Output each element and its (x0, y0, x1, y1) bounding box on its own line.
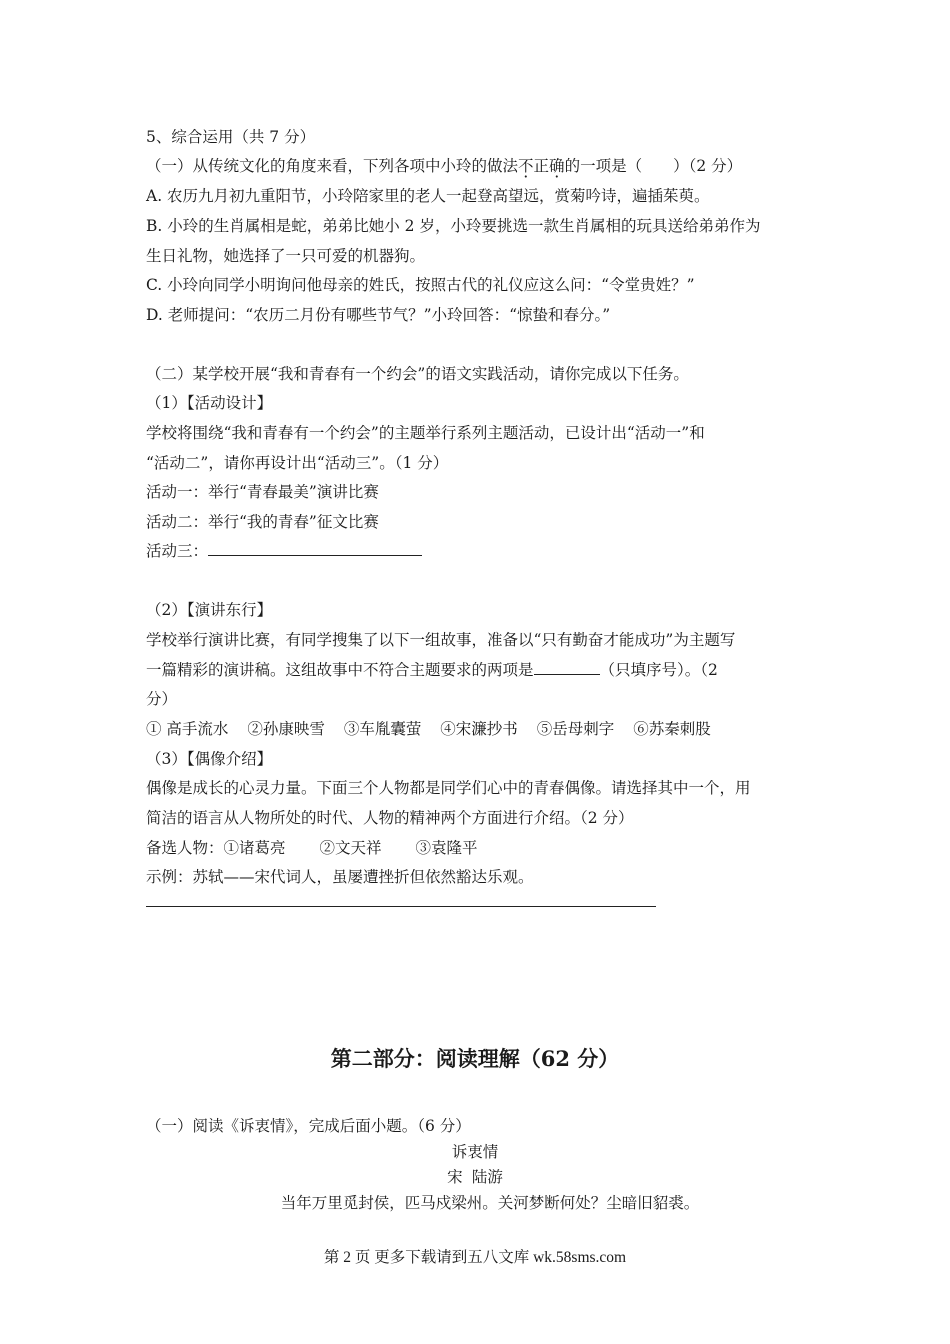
candidate-item: ③袁隆平 (415, 839, 478, 857)
question-1-text-post: 的一项是（ ）（2 分） (564, 157, 743, 175)
task2-answer-blank[interactable] (534, 660, 600, 675)
question-1 (146, 156, 742, 176)
task1-text-line1: 学校将围绕“我和青春有一个约会”的主题举行系列主题活动，已设计出“活动一”和 (146, 424, 705, 442)
story-item: ②孙康映雪 (247, 720, 325, 738)
story-item: ③车胤囊萤 (343, 720, 422, 738)
story-item: ⑥苏秦刺股 (633, 720, 711, 738)
task3-answer-blank[interactable] (146, 892, 656, 912)
task2-text-post: （只填序号）。（2 (599, 661, 718, 679)
emphasis-char: 确 (549, 157, 565, 175)
page-footer: 第 2 页 更多下载请到五八文库 wk.58sms.com (323, 1249, 627, 1266)
activity-2: 活动二：举行“我的青春”征文比赛 (146, 513, 379, 531)
activity-1: 活动一：举行“青春最美”演讲比赛 (146, 483, 379, 501)
option-b-line2: 生日礼物，她选择了一只可爱的机器狗。 (146, 247, 426, 265)
option-c: C. 小玲向同学小明询问他母亲的姓氏，按照古代的礼仪应这么问：“令堂贵姓？” (146, 276, 695, 294)
example: 示例：苏轼——宋代词人，虽屡遭挫折但依然豁达乐观。 (146, 868, 534, 886)
reading1-intro: （一）阅读《诉衷情》，完成后面小题。（6 分） (146, 1117, 471, 1135)
candidate-item: ②文天祥 (319, 839, 382, 857)
task3-text-line1: 偶像是成长的心灵力量。下面三个人物都是同学们心中的青春偶像。请选择其中一个，用 (146, 779, 751, 797)
option-a: A. 农历九月初九重阳节，小玲陪家里的老人一起登高望远，赏菊吟诗，遍插茱萸。 (146, 187, 710, 205)
task2-text-line1: 学校举行演讲比赛，有同学搜集了以下一组故事，准备以“只有勤奋才能成功”为主题写 (146, 631, 736, 649)
task1-title: （1）【活动设计】 (146, 394, 273, 412)
question-1-text-mid: 正 (533, 157, 550, 175)
section5-title: 5、综合运用（共 7 分） (146, 128, 316, 146)
activity-3-answer-blank[interactable] (208, 541, 422, 556)
task2-text-line2 (146, 660, 718, 680)
task2-text-line3: 分） (146, 690, 178, 708)
story-item: ① 高手流水 (146, 720, 229, 738)
story-item: ④宋濂抄书 (440, 720, 518, 738)
activity-3 (146, 541, 422, 561)
option-d: D. 老师提问：“农历二月份有哪些节气？”小玲回答：“惊蛰和春分。” (146, 306, 611, 324)
poem-line-1: 当年万里觅封侯，匹马戍梁州。关河梦断何处？尘暗旧貂裘。 (280, 1194, 700, 1212)
task3-text-line2: 简洁的语言从人物所处的时代、人物的精神两个方面进行介绍。（2 分） (146, 809, 634, 827)
poem-author: 宋 陆游 (447, 1168, 503, 1186)
part-two-heading: 第二部分：阅读理解（62 分） (330, 1046, 620, 1071)
task1-text-line2: “活动二”，请你再设计出“活动三”。（1 分） (146, 454, 449, 472)
task2-title: （2）【演讲东行】 (146, 601, 273, 619)
poem-title: 诉衷情 (451, 1143, 499, 1161)
part2-intro: （二）某学校开展“我和青春有一个约会”的语文实践活动，请你完成以下任务。 (146, 365, 689, 383)
option-b-line1: B. 小玲的生肖属相是蛇，弟弟比她小 2 岁，小玲要挑选一款生肖属相的玩具送给弟弟作为 (146, 217, 761, 235)
story-item: ⑤岳母刺字 (536, 720, 615, 738)
question-1-text-pre: （一）从传统文化的角度来看，下列各项中小玲的做法 (146, 157, 519, 175)
activity-3-label: 活动三： (146, 542, 209, 560)
candidates (146, 838, 478, 858)
task2-text-pre: 一篇精彩的演讲稿。这组故事中不符合主题要求的两项是 (146, 661, 534, 679)
task3-title: （3）【偶像介绍】 (146, 750, 273, 768)
emphasis-char: 不 (518, 157, 534, 175)
story-list (146, 719, 725, 739)
candidates-label: 备选人物： (146, 839, 224, 857)
candidate-item: ①诸葛亮 (223, 839, 286, 857)
